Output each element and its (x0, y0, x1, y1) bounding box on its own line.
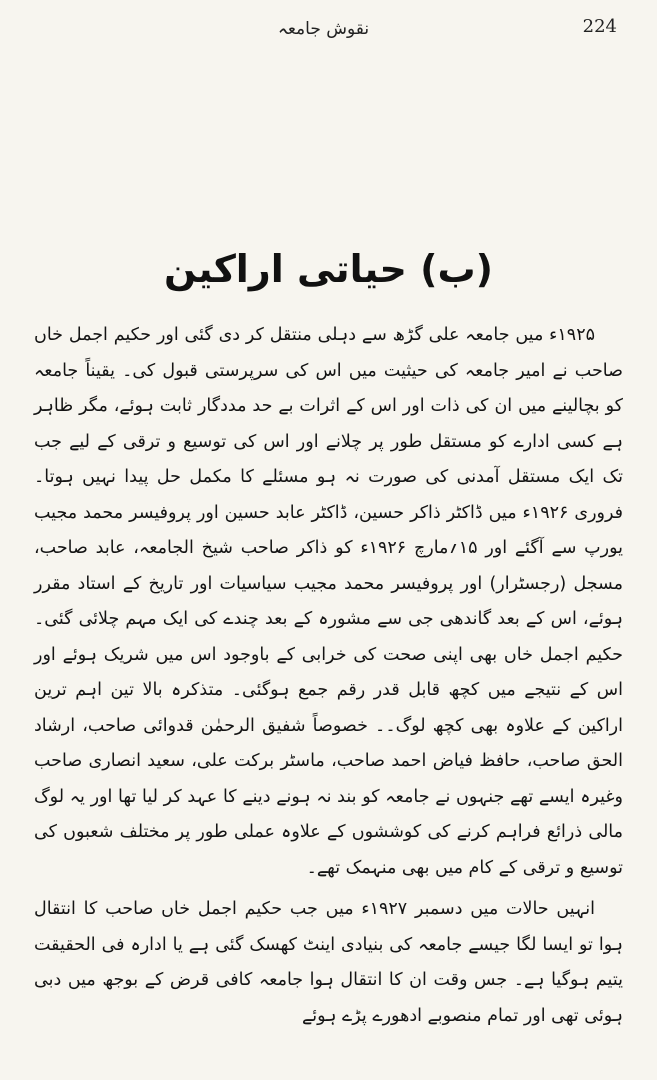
page-header (30, 16, 617, 46)
paragraph: انہیں حالات میں دسمبر ۱۹۲۷ء میں جب حکیم اجمل خاں صاحب کا انتقال ہوا تو ایسا لگا جیسے جامعہ کی بنیادی اینٹ کھسک گئی ہے یا ادارہ فی الحقیقت یتیم ہوگیا ہے۔ جس وقت ان کا انتقال ہوا جامعہ کافی قرض کے بوجھ میں دبی ہوئی تھی اور تمام منصوبے ادھورے پڑے ہوئے (34, 899, 623, 1026)
body-text (34, 318, 623, 1034)
paragraph: ۱۹۲۵ء میں جامعہ علی گڑھ سے دہلی منتقل کر دی گئی اور حکیم اجمل خاں صاحب نے امیر جامعہ کی حیثیت میں اس کی سرپرستی قبول کی۔ یقیناً جامعہ کو بچالینے میں ان کی ذات اور اس کے اثرات بے حد مددگار ثابت ہوئے، مگر ظاہر ہے کسی ادارے کو مستقل طور پر چلانے اور اس کی توسیع و ترقی کے لیے جب تک ایک مستقل آمدنی کی صورت نہ ہو مسئلے کا مکمل حل پیدا نہیں ہوتا۔ فروری ۱۹۲۶ء میں ڈاکٹر ذاکر حسین، ڈاکٹر عابد حسین اور پروفیسر محمد مجیب یورپ سے آگئے اور ۱۵؍مارچ ۱۹۲۶ء کو ذاکر صاحب شیخ الجامعہ، عابد صاحب، مسجل (رجسٹرار) اور پروفیسر محمد مجیب سیاسیات اور تاریخ کے استاد مقرر ہوئے، اس کے بعد گاندھی جی سے مشورہ کے بعد چندے کی ایک مہم چلائی گئی۔ حکیم اجمل خاں بھی اپنی صحت کی خرابی کے باوجود اس میں شریک ہوئے اور اس کے نتیجے میں کچھ قابل قدر رقم جمع ہوگئی۔ متذکرہ بالا تین اہم ترین اراکین کے علاوہ بھی کچھ لوگ۔۔ خصوصاً شفیق الرحمٰن قدوائی صاحب، ارشاد الحق صاحب، حافظ فیاض احمد صاحب، ماسٹر برکت علی، سعید انصاری صاحب وغیرہ ایسے تھے جنہوں نے جامعہ کو بند نہ ہونے دینے کا عہد کر لیا تھا اور یہ لوگ مالی ذرائع فراہم کرنے کی کوششوں کے علاوہ عملی طور پر مختلف شعبوں کی توسیع و ترقی کے کام میں بھی منہمک تھے۔ (34, 325, 624, 878)
running-head: نقوش جامعہ (277, 19, 370, 39)
page-number: 224 (582, 16, 617, 37)
chapter-title: (ب) حیاتی اراکین (164, 247, 493, 292)
